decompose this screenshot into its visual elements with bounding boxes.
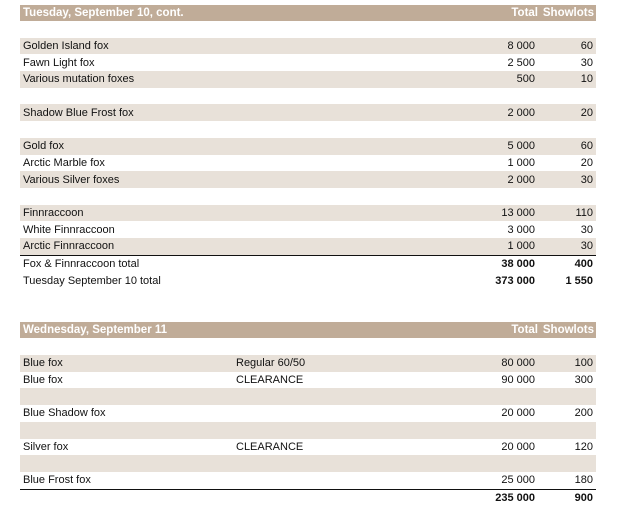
lot-description: CLEARANCE (236, 440, 304, 453)
spacer (20, 121, 596, 138)
row-total: 2 000 (507, 106, 535, 119)
spacer-row (20, 455, 596, 472)
fur-type: Silver fox (23, 440, 69, 453)
table-row (20, 71, 596, 88)
table-row (20, 355, 596, 372)
table-row (20, 205, 596, 222)
row-total: 20 000 (501, 440, 535, 453)
lot-description: Regular 60/50 (236, 357, 306, 370)
row-total: 20 000 (501, 407, 535, 420)
fur-type: Finnraccoon (23, 206, 84, 219)
row-showlots: 100 (574, 357, 593, 370)
section-total: 235 000 (495, 491, 535, 504)
spacer (20, 21, 596, 38)
fur-type: Fawn Light fox (23, 56, 95, 69)
spacer-row (20, 422, 596, 439)
section-title: Wednesday, September 11 (23, 324, 168, 337)
section-title: Tuesday, September 10, cont. (23, 7, 184, 19)
subtotal-row (20, 255, 596, 273)
spacer (20, 338, 596, 355)
table-row (20, 155, 596, 172)
section-total-row (20, 489, 596, 506)
row-showlots: 30 (580, 173, 593, 186)
section-header-wednesday (20, 322, 596, 338)
row-total: 1 000 (507, 240, 535, 253)
spacer (20, 289, 596, 306)
row-showlots: 30 (580, 223, 593, 236)
fur-type: Blue Frost fox (23, 474, 91, 487)
fur-type: Blue fox (23, 374, 63, 387)
subtotal-showlots: 400 (574, 257, 593, 270)
fur-type: Shadow Blue Frost fox (23, 106, 134, 119)
table-row (20, 138, 596, 155)
table-row (20, 104, 596, 121)
row-showlots: 10 (580, 73, 593, 86)
table-row (20, 372, 596, 389)
column-header-total: Total (511, 324, 538, 337)
row-showlots: 200 (574, 407, 593, 420)
table-row (20, 405, 596, 422)
column-header-showlots: Showlots (542, 324, 594, 337)
row-showlots: 20 (580, 106, 593, 119)
day-total-row (20, 272, 596, 289)
spacer (20, 88, 596, 105)
row-showlots: 30 (580, 240, 593, 253)
table-row (20, 439, 596, 456)
row-showlots: 180 (574, 474, 593, 487)
lot-description: CLEARANCE (236, 374, 304, 387)
fur-type: Golden Island fox (23, 40, 109, 53)
fur-type: Various Silver foxes (23, 173, 120, 186)
row-total: 1 000 (507, 156, 535, 169)
row-showlots: 300 (574, 374, 593, 387)
row-showlots: 120 (574, 440, 593, 453)
row-total: 25 000 (501, 474, 535, 487)
auction-schedule (20, 5, 596, 506)
subtotal-label: Fox & Finnraccoon total (23, 257, 140, 270)
subtotal-total: 38 000 (501, 257, 535, 270)
row-total: 80 000 (501, 357, 535, 370)
spacer-row (20, 388, 596, 405)
table-row (20, 171, 596, 188)
table-row (20, 38, 596, 55)
day-total-label: Tuesday September 10 total (23, 274, 161, 287)
row-total: 8 000 (507, 40, 535, 53)
fur-type: Arctic Marble fox (23, 156, 105, 169)
row-showlots: 60 (580, 40, 593, 53)
row-showlots: 60 (580, 140, 593, 153)
row-showlots: 110 (575, 206, 593, 219)
row-showlots: 30 (580, 56, 593, 69)
row-total: 3 000 (507, 223, 535, 236)
table-row (20, 54, 596, 71)
spacer (20, 188, 596, 205)
column-header-showlots: Showlots (542, 7, 594, 19)
table-row (20, 221, 596, 238)
table-row (20, 472, 596, 489)
fur-type: Arctic Finnraccoon (23, 240, 115, 253)
fur-type: Gold fox (23, 140, 64, 153)
row-total: 2 000 (507, 173, 535, 186)
row-total: 13 000 (501, 206, 535, 219)
day-total-showlots: 1 550 (565, 274, 593, 287)
fur-type: Various mutation foxes (23, 73, 135, 86)
fur-type: Blue fox (23, 357, 63, 370)
row-total: 5 000 (507, 140, 535, 153)
row-total: 500 (516, 73, 535, 86)
row-total: 90 000 (501, 374, 535, 387)
row-showlots: 20 (580, 156, 593, 169)
section-header-tuesday (20, 5, 596, 21)
row-total: 2 500 (507, 56, 535, 69)
day-total-total: 373 000 (495, 274, 535, 287)
table-row (20, 238, 596, 255)
spacer (20, 306, 596, 323)
column-header-total: Total (511, 7, 538, 19)
fur-type: Blue Shadow fox (23, 407, 106, 420)
fur-type: White Finnraccoon (23, 223, 115, 236)
section-showlots: 900 (574, 491, 593, 504)
